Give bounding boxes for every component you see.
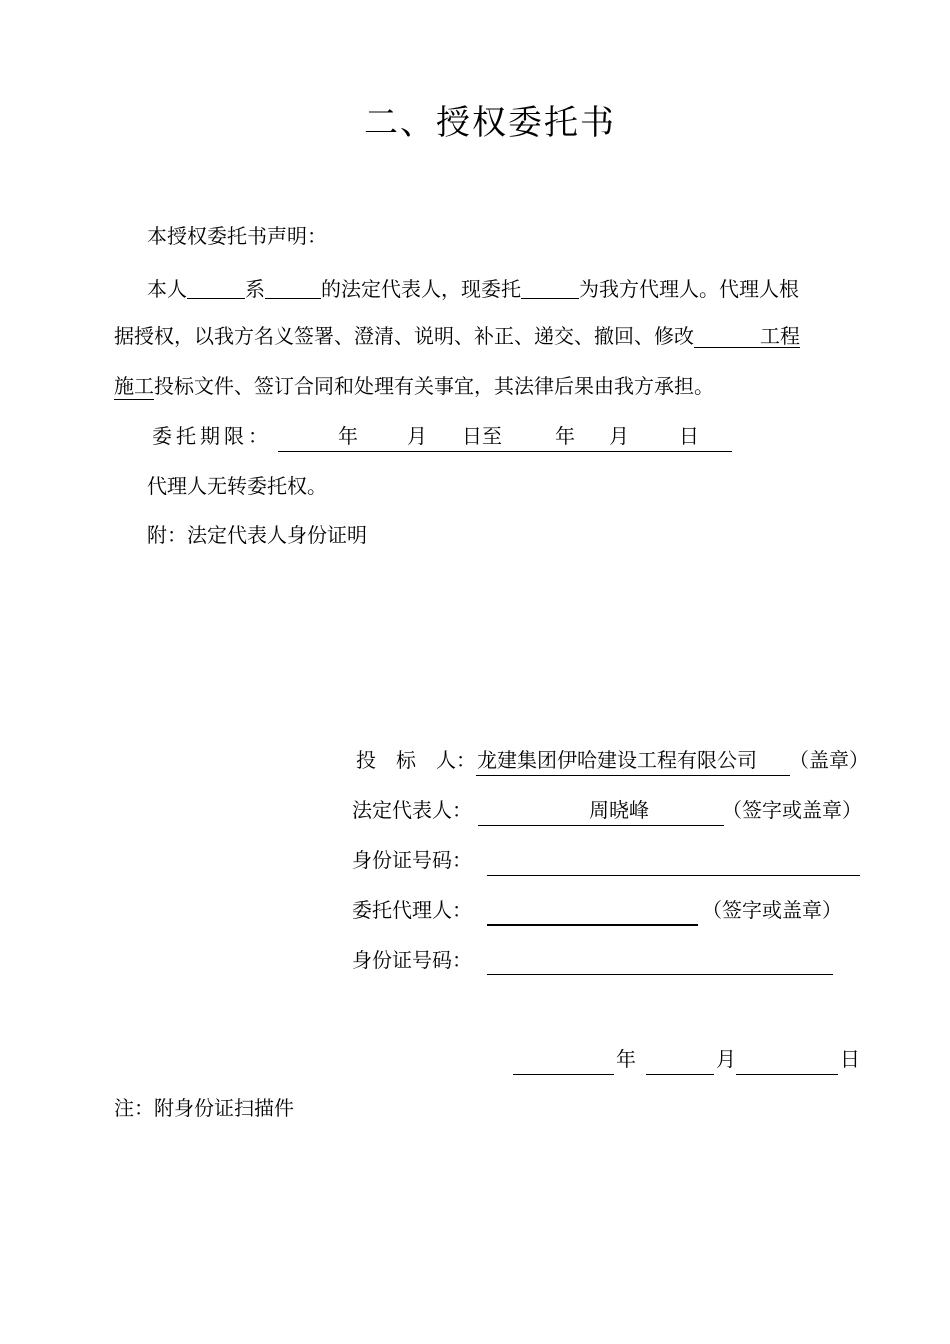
term-label: 委托期限：	[152, 424, 272, 448]
blank-company[interactable]	[187, 276, 245, 299]
legal-rep-value: 周晓峰	[589, 798, 649, 822]
term-year-1: 年	[338, 424, 358, 448]
document-title: 二、授权委托书	[364, 103, 616, 143]
text-benren: 本人	[147, 277, 187, 301]
id-number-underline-2[interactable]	[487, 974, 833, 975]
no-transfer-text: 代理人无转委托权。	[147, 474, 327, 498]
date-month-underline[interactable]	[646, 1074, 714, 1075]
bidder-seal: （盖章）	[789, 748, 869, 772]
term-day-2: 日	[679, 424, 699, 448]
bidder-underline	[476, 775, 790, 776]
term-underline[interactable]	[278, 451, 732, 452]
term-month-2: 月	[609, 424, 629, 448]
blank-agent[interactable]	[521, 276, 579, 299]
agent-underline[interactable]	[487, 924, 698, 926]
term-month-1: 月	[407, 424, 427, 448]
id-number-underline-1[interactable]	[487, 875, 860, 876]
note-text: 注：附身份证扫描件	[114, 1096, 294, 1120]
date-day-underline[interactable]	[736, 1074, 838, 1075]
project-name-blank[interactable]	[694, 326, 800, 348]
legal-rep-underline[interactable]	[478, 825, 724, 826]
text-consequence: 投标文件、签订合同和处理有关事宜，其法律后果由我方承担。	[154, 374, 714, 398]
date-day: 日	[840, 1047, 860, 1071]
id-number-label-1: 身份证号码：	[352, 848, 472, 872]
term-year-2: 年	[555, 424, 575, 448]
bidder-value: 龙建集团伊哈建设工程有限公司	[477, 748, 757, 772]
agent-label: 委托代理人：	[352, 898, 472, 922]
declaration-text: 本授权委托书声明：	[147, 224, 327, 248]
text-authorization: 据授权，以我方名义签署、澄清、说明、补正、递交、撤回、修改	[114, 324, 694, 348]
text-gongcheng: 工程	[760, 324, 800, 348]
date-year-underline[interactable]	[513, 1074, 614, 1075]
para-line-3	[114, 376, 714, 396]
text-agent-role: 为我方代理人。代理人根	[579, 277, 799, 301]
date-year: 年	[616, 1047, 636, 1071]
agent-sign: （签字或盖章）	[702, 898, 842, 922]
text-xi: 系	[245, 277, 265, 301]
term-day-to: 日至	[462, 424, 502, 448]
text-shigong: 施工	[114, 374, 154, 398]
para-line-1	[147, 276, 799, 299]
blank-bidder[interactable]	[265, 276, 321, 299]
para-line-2	[114, 326, 800, 348]
text-legal-rep: 的法定代表人，现委托	[321, 277, 521, 301]
legal-rep-sign: （签字或盖章）	[722, 798, 862, 822]
bidder-label: 投 标 人：	[356, 748, 476, 772]
id-number-label-2: 身份证号码：	[352, 948, 472, 972]
date-month: 月	[716, 1047, 736, 1071]
legal-rep-label: 法定代表人：	[352, 798, 472, 822]
attachment-text: 附：法定代表人身份证明	[147, 523, 367, 547]
